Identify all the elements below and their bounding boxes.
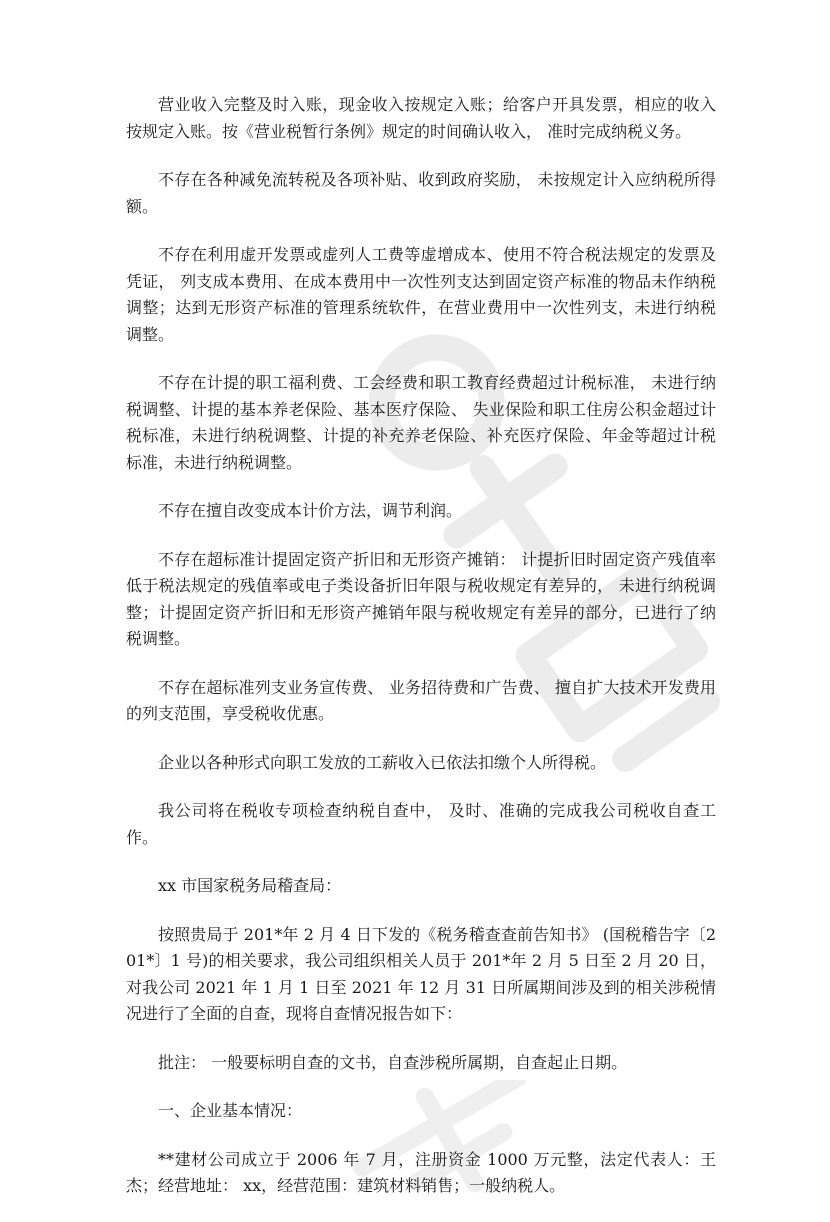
paragraph-annotation: 批注： 一般要标明自查的文书，自查涉税所属期，自查起止日期。 (158, 1052, 628, 1072)
paragraph-promotion-expenses: 不存在超标准列支业务宣传费、 业务招待费和广告费、 擅自扩大技术开发费用的列支范围，享受税收优惠。 (126, 677, 716, 723)
paragraph-self-check: 我公司将在税收专项检查纳税自查中， 及时、准确的完成我公司税收自查工作。 (126, 801, 716, 847)
section-heading-company-info: 一、企业基本情况： (158, 1101, 303, 1120)
paragraph-welfare-expenses: 不存在计提的职工福利费、工会经费和职工教育经费超过计税标准， 未进行纳税调整、计提的基本养老保险、基本医疗保险、 失业保险和职工住房公积金超过计税标准，未进行纳税调整、计提的补充养老保险、补充医疗保险、年金等超过计税标准，未进行纳税调整。 (126, 373, 716, 472)
paragraph-notice-reference: 按照贵局于 201*年 2 月 4 日下发的《税务稽查查前告知书》 (国税稽告字〔201*〕1 号)的相关要求，我公司组织相关人员于 201*年 2 月 5 日至 2 月 20 日，对我公司 2021 年 1 月 1 日至 2021 年 12 月 31 日所属期间涉及到的相关涉税情况进行了全面的自查，现将自查情况报告如下： (126, 924, 716, 1023)
paragraph-tax-reduction: 不存在各种减免流转税及各项补贴、收到政府奖励， 未按规定计入应纳税所得额。 (126, 170, 716, 216)
paragraph-depreciation: 不存在超标准计提固定资产折旧和无形资产摊销： 计提折旧时固定资产残值率低于税法规定的残值率或电子类设备折旧年限与税收规定有差异的， 未进行纳税调整；计提固定资产折旧和无形资产摊销年限与税收规定有差异的部分，已进行了纳税调整。 (126, 549, 716, 648)
paragraph-cost-inflation: 不存在利用虚开发票或虚列人工费等虚增成本、使用不符合税法规定的发票及凭证， 列支成本费用、在成本费用中一次性列支达到固定资产标准的物品未作纳税调整；达到无形资产标准的管理系统软件，在营业费用中一次性列支，未进行纳税调整。 (126, 245, 716, 344)
paragraph-addressee: xx 市国家税务局稽查局： (158, 876, 342, 895)
paragraph-income-tax: 企业以各种形式向职工发放的工薪收入已依法扣缴个人所得税。 (158, 752, 607, 772)
paragraph-revenue: 营业收入完整及时入账，现金收入按规定入账；给客户开具发票，相应的收入按规定入账。按《营业税暂行条例》规定的时间确认收入， 准时完成纳税义务。 (126, 95, 716, 141)
paragraph-cost-method: 不存在擅自改变成本计价方法，调节利润。 (158, 501, 463, 520)
document-body (126, 92, 716, 1222)
paragraph-company-info: **建材公司成立于 2006 年 7 月，注册资金 1000 万元整，法定代表人：王杰；经营地址： xx，经营范围：建筑材料销售；一般纳税人。 (126, 1149, 716, 1195)
